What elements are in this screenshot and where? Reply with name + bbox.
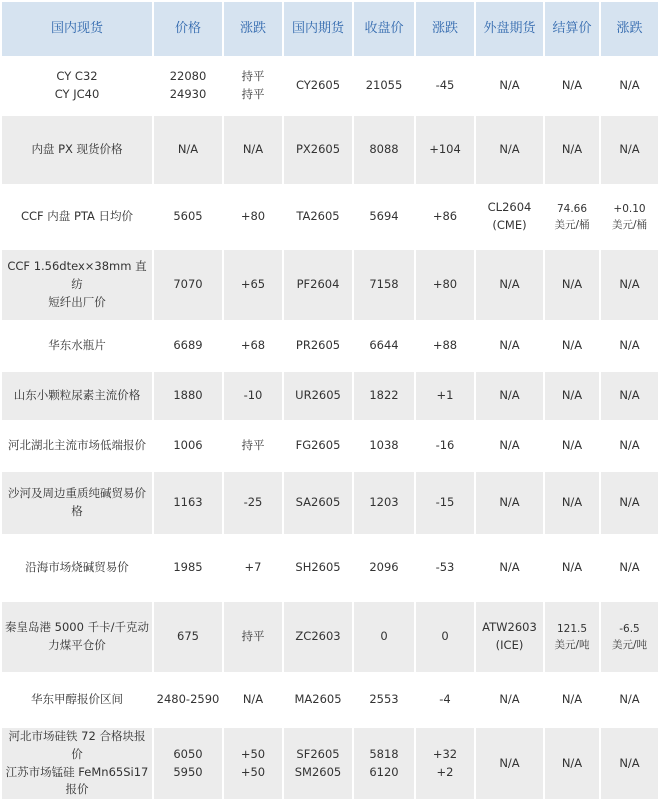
cell-line: MA2605: [294, 692, 342, 707]
cell-line: N/A: [499, 692, 520, 707]
cell-spot: [2, 372, 152, 420]
cell-line: 短纤出厂价: [48, 294, 106, 309]
cell-external-change: [601, 472, 658, 534]
cell-line: N/A: [619, 277, 640, 292]
cell-settle: [545, 372, 599, 420]
cell-spot: [2, 728, 152, 799]
cell-future: [284, 58, 352, 114]
cell-future: [284, 116, 352, 184]
cell-line: 5950: [173, 764, 203, 779]
cell-close: [354, 372, 414, 420]
cell-line: 2096: [369, 560, 399, 575]
cell-future: [284, 250, 352, 320]
cell-line: 8088: [369, 142, 399, 157]
cell-line: FG2605: [295, 438, 341, 453]
cell-line: +104: [429, 142, 461, 157]
cell-line: 1822: [369, 388, 399, 403]
cell-line: 1880: [173, 388, 203, 403]
cell-external-future: [476, 186, 543, 248]
cell-future-change: [416, 728, 474, 799]
cell-spot: [2, 602, 152, 672]
cell-external-change: [601, 322, 658, 370]
cell-line: 2480-2590: [156, 692, 220, 707]
cell-price: [154, 674, 222, 726]
cell-close: [354, 536, 414, 600]
cell-line: 沿海市场烧碱贸易价: [25, 560, 129, 575]
cell-line: 7158: [369, 277, 399, 292]
cell-line: 0: [380, 629, 388, 644]
cell-line: N/A: [619, 692, 640, 707]
cell-line: 1006: [173, 438, 203, 453]
cell-line: 江苏市场锰硅 FeMn65Si17: [5, 764, 149, 779]
cell-change: [224, 250, 282, 320]
table-row: [2, 250, 658, 320]
cell-line: 1038: [369, 438, 399, 453]
cell-line: N/A: [499, 495, 520, 510]
cell-future: [284, 728, 352, 799]
cell-line: N/A: [499, 438, 520, 453]
cell-line: N/A: [242, 692, 264, 707]
cell-future-change: [416, 322, 474, 370]
cell-line: 7070: [173, 277, 203, 292]
cell-line: N/A: [619, 78, 640, 93]
cell-line: CCF 内盘 PTA 日均价: [20, 209, 134, 224]
cell-line: 美元/桶: [611, 219, 648, 231]
cell-line: N/A: [561, 560, 583, 575]
cell-line: N/A: [619, 142, 640, 157]
header-settle: 结算价: [545, 2, 599, 56]
cell-line: +50: [240, 764, 266, 779]
table-row: [2, 422, 658, 470]
cell-line: (ICE): [495, 638, 524, 652]
cell-future-change: [416, 674, 474, 726]
cell-price: [154, 116, 222, 184]
cell-close: [354, 186, 414, 248]
cell-line: 21055: [365, 78, 403, 93]
cell-line: N/A: [561, 277, 583, 292]
cell-line: N/A: [561, 142, 583, 157]
cell-line: N/A: [499, 78, 520, 93]
cell-external-change: [601, 250, 658, 320]
cell-price: [154, 536, 222, 600]
cell-line: +7: [244, 560, 262, 575]
cell-price: [154, 186, 222, 248]
cell-close: [354, 602, 414, 672]
cell-future-change: [416, 186, 474, 248]
table-row: [2, 58, 658, 114]
cell-line: -53: [435, 560, 455, 575]
cell-change: [224, 472, 282, 534]
cell-line: N/A: [619, 755, 640, 770]
cell-line: 持平: [241, 438, 265, 453]
table-row: [2, 322, 658, 370]
cell-change: [224, 58, 282, 114]
cell-close: [354, 116, 414, 184]
cell-external-change: [601, 422, 658, 470]
cell-line: N/A: [561, 755, 583, 770]
cell-line: PX2605: [295, 142, 341, 157]
cell-line: 美元/吨: [611, 639, 648, 651]
cell-line: 0: [441, 629, 449, 644]
cell-future-change: [416, 250, 474, 320]
cell-external-future: [476, 372, 543, 420]
cell-line: +2: [436, 764, 454, 779]
table-row: [2, 116, 658, 184]
cell-line: N/A: [619, 338, 640, 353]
cell-line: 华东甲醇报价区间: [31, 692, 123, 707]
cell-external-change: [601, 186, 658, 248]
cell-line: CY JC40: [54, 87, 100, 101]
cell-external-future: [476, 472, 543, 534]
cell-future: [284, 536, 352, 600]
table-row: [2, 186, 658, 248]
cell-future: [284, 422, 352, 470]
cell-line: -16: [435, 438, 455, 453]
cell-line: +0.10: [613, 202, 646, 215]
cell-settle: [545, 602, 599, 672]
cell-spot: [2, 186, 152, 248]
cell-line: -10: [243, 388, 263, 403]
cell-line: 6689: [173, 338, 203, 353]
cell-line: ZC2603: [295, 629, 341, 644]
cell-line: 持平: [241, 629, 265, 644]
cell-line: 秦皇岛港 5000 千卡/千克动: [5, 620, 149, 635]
cell-external-change: [601, 372, 658, 420]
cell-external-change: [601, 58, 658, 114]
cell-settle: [545, 422, 599, 470]
cell-line: -25: [243, 495, 263, 510]
cell-external-future: [476, 58, 543, 114]
cell-line: 6050: [173, 746, 203, 761]
cell-settle: [545, 728, 599, 799]
cell-settle: [545, 536, 599, 600]
cell-line: PR2605: [295, 338, 341, 353]
cell-line: N/A: [561, 692, 583, 707]
cell-line: +65: [240, 277, 266, 292]
cell-external-future: [476, 536, 543, 600]
cell-line: UR2605: [295, 388, 341, 403]
header-change: 涨跌: [224, 2, 282, 56]
cell-line: +68: [240, 338, 266, 353]
cell-spot: [2, 674, 152, 726]
cell-line: 1163: [173, 495, 203, 510]
table-row: [2, 602, 658, 672]
cell-line: 持平: [241, 69, 265, 84]
table-row: [2, 728, 658, 799]
cell-settle: [545, 322, 599, 370]
cell-line: -45: [435, 78, 455, 93]
cell-future-change: [416, 602, 474, 672]
cell-price: [154, 250, 222, 320]
cell-line: +50: [240, 746, 266, 761]
cell-line: TA2605: [296, 209, 340, 224]
cell-line: N/A: [619, 438, 640, 453]
cell-external-change: [601, 536, 658, 600]
cell-close: [354, 58, 414, 114]
cell-change: [224, 536, 282, 600]
cell-future: [284, 186, 352, 248]
cell-change: [224, 186, 282, 248]
cell-close: [354, 728, 414, 799]
cell-line: N/A: [561, 388, 583, 403]
cell-price: [154, 472, 222, 534]
cell-future-change: [416, 422, 474, 470]
cell-line: N/A: [499, 277, 520, 292]
cell-line: +88: [432, 338, 458, 353]
cell-external-future: [476, 322, 543, 370]
cell-line: 74.66: [556, 202, 588, 215]
cell-settle: [545, 250, 599, 320]
cell-future: [284, 372, 352, 420]
cell-settle: [545, 58, 599, 114]
cell-line: +80: [240, 209, 266, 224]
cell-line: 华东水瓶片: [48, 338, 106, 353]
cell-settle: [545, 472, 599, 534]
cell-line: 6644: [369, 338, 399, 353]
cell-line: 24930: [169, 87, 207, 101]
cell-line: +86: [432, 209, 458, 224]
cell-line: SM2605: [294, 764, 342, 779]
cell-line: CY2605: [295, 78, 341, 93]
cell-change: [224, 322, 282, 370]
cell-line: 持平: [241, 87, 265, 101]
cell-line: 121.5: [556, 622, 588, 635]
cell-line: N/A: [242, 142, 264, 157]
table-row: [2, 674, 658, 726]
cell-line: SA2605: [295, 495, 341, 510]
cell-line: N/A: [499, 388, 520, 403]
cell-line: 山东小颗粒尿素主流价格: [13, 388, 141, 403]
cell-line: 1985: [173, 560, 203, 575]
cell-external-future: [476, 674, 543, 726]
cell-external-change: [601, 116, 658, 184]
cell-change: [224, 422, 282, 470]
header-price: 价格: [154, 2, 222, 56]
cell-line: N/A: [619, 560, 640, 575]
cell-line: 报价: [65, 782, 89, 797]
cell-change: [224, 728, 282, 799]
cell-line: +32: [432, 746, 458, 761]
cell-close: [354, 422, 414, 470]
cell-line: N/A: [619, 388, 640, 403]
cell-line: N/A: [561, 438, 583, 453]
cell-line: 美元/吨: [554, 639, 590, 651]
cell-line: 675: [177, 629, 199, 644]
table-row: [2, 372, 658, 420]
header-close: 收盘价: [354, 2, 414, 56]
cell-future: [284, 602, 352, 672]
header-future-change: 涨跌: [416, 2, 474, 56]
cell-line: -6.5: [619, 622, 640, 635]
cell-price: [154, 602, 222, 672]
cell-line: 美元/桶: [554, 219, 590, 231]
cell-line: +1: [436, 388, 454, 403]
cell-line: 内盘 PX 现货价格: [31, 142, 123, 157]
cell-spot: [2, 250, 152, 320]
cell-price: [154, 422, 222, 470]
cell-change: [224, 674, 282, 726]
cell-line: 力煤平仓价: [48, 638, 106, 652]
cell-line: N/A: [619, 495, 640, 510]
cell-change: [224, 116, 282, 184]
cell-price: [154, 58, 222, 114]
cell-future-change: [416, 472, 474, 534]
cell-close: [354, 472, 414, 534]
cell-line: N/A: [561, 495, 583, 510]
cell-future: [284, 322, 352, 370]
cell-external-future: [476, 422, 543, 470]
cell-line: +80: [432, 277, 458, 292]
cell-spot: [2, 58, 152, 114]
cell-line: ATW2603: [482, 620, 537, 635]
cell-close: [354, 250, 414, 320]
cell-spot: [2, 422, 152, 470]
cell-line: 1203: [369, 495, 399, 510]
table-body: [2, 58, 658, 799]
header-external-future: 外盘期货: [476, 2, 543, 56]
cell-price: [154, 372, 222, 420]
cell-future: [284, 472, 352, 534]
cell-external-future: [476, 602, 543, 672]
cell-line: 河北市场硅铁 72 合格块报价: [8, 729, 146, 761]
cell-line: 6120: [369, 764, 399, 779]
cell-change: [224, 372, 282, 420]
cell-line: -15: [435, 495, 455, 510]
cell-settle: [545, 116, 599, 184]
cell-external-change: [601, 728, 658, 799]
cell-external-change: [601, 674, 658, 726]
cell-price: [154, 322, 222, 370]
cell-line: 2553: [369, 692, 399, 707]
cell-future-change: [416, 372, 474, 420]
cell-settle: [545, 674, 599, 726]
cell-external-change: [601, 602, 658, 672]
cell-line: N/A: [499, 755, 520, 770]
cell-line: SH2605: [295, 560, 341, 575]
cell-line: N/A: [177, 142, 199, 157]
header-future: 国内期货: [284, 2, 352, 56]
cell-line: CCF 1.56dtex×38mm 直纺: [7, 259, 147, 292]
cell-close: [354, 674, 414, 726]
table-row: [2, 536, 658, 600]
cell-line: 沙河及周边重质纯碱贸易价格: [8, 486, 146, 518]
cell-future-change: [416, 58, 474, 114]
cell-line: N/A: [499, 142, 520, 157]
cell-spot: [2, 536, 152, 600]
cell-external-future: [476, 728, 543, 799]
cell-price: [154, 728, 222, 799]
cell-line: N/A: [499, 338, 520, 353]
cell-line: 5605: [173, 209, 203, 224]
cell-spot: [2, 472, 152, 534]
cell-line: N/A: [561, 338, 583, 353]
cell-line: -4: [439, 692, 451, 707]
cell-future-change: [416, 536, 474, 600]
cell-future: [284, 674, 352, 726]
cell-line: 5818: [369, 746, 399, 761]
header-external-change: 涨跌: [601, 2, 658, 56]
cell-line: N/A: [499, 560, 520, 575]
header-spot: 国内现货: [2, 2, 152, 56]
header-row: [2, 2, 658, 56]
cell-line: 河北湖北主流市场低端报价: [8, 438, 146, 453]
cell-line: (CME): [492, 218, 527, 232]
cell-line: 5694: [369, 209, 399, 224]
cell-line: SF2605: [296, 746, 340, 761]
cell-external-future: [476, 116, 543, 184]
cell-change: [224, 602, 282, 672]
cell-line: 22080: [169, 69, 207, 84]
cell-settle: [545, 186, 599, 248]
cell-line: CY C32: [56, 69, 98, 84]
cell-line: CL2604: [487, 200, 532, 215]
cell-spot: [2, 322, 152, 370]
cell-spot: [2, 116, 152, 184]
cell-future-change: [416, 116, 474, 184]
cell-close: [354, 322, 414, 370]
table-row: [2, 472, 658, 534]
cell-line: N/A: [561, 78, 583, 93]
cell-external-future: [476, 250, 543, 320]
cell-line: PF2604: [296, 277, 340, 292]
